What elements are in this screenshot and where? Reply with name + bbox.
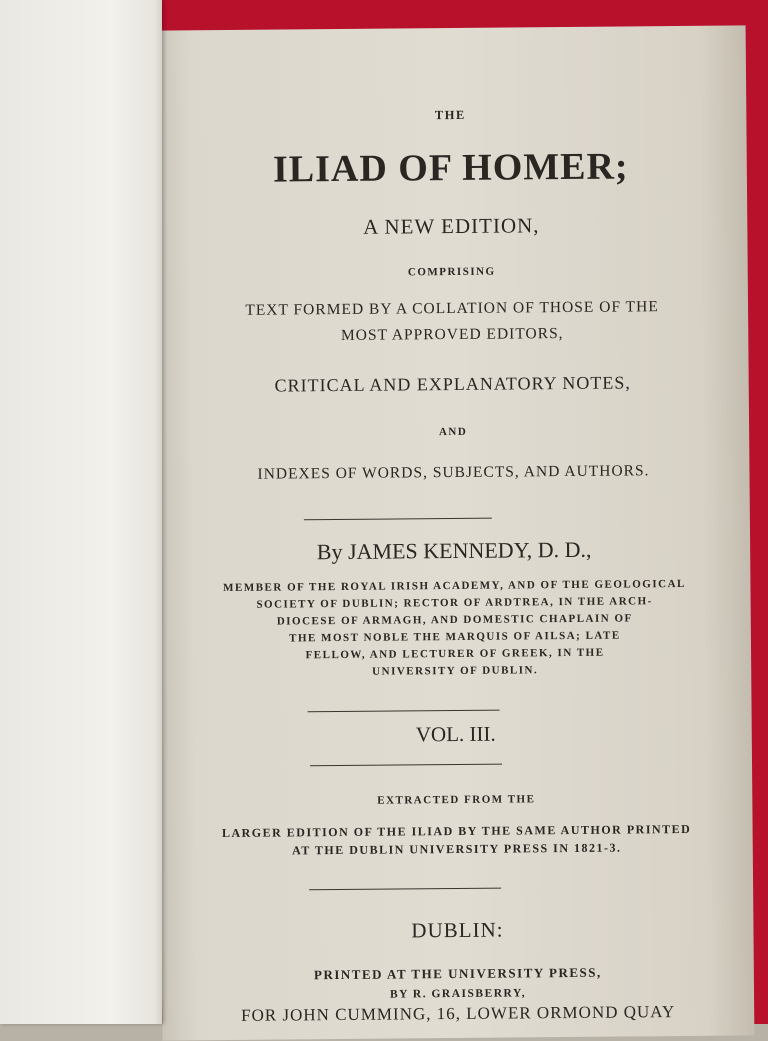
place-of-publication: DUBLIN: [411,917,504,943]
contents-item-3: INDEXES OF WORDS, SUBJECTS, AND AUTHORS. [257,462,650,483]
divider-rule [310,764,502,767]
contents-item-1-line-2: MOST APPROVED EDITORS, [340,325,564,344]
contents-item-2: CRITICAL AND EXPLANATORY NOTES, [274,372,631,396]
book-title: ILIAD OF HOMER; [272,145,629,191]
printed-line: PRINTED AT THE UNIVERSITY PRESS, [313,964,602,983]
edition-line: A NEW EDITION, [363,213,540,239]
divider-rule [308,710,500,713]
the-label: THE [434,107,466,123]
credentials-line: FELLOW, AND LECTURER OF GREEK, IN THE [305,646,605,662]
larger-edition-line-1: LARGER EDITION OF THE ILIAD BY THE SAME AUTHOR PRINTED [221,821,692,841]
title-page [154,25,755,1040]
extracted-label: EXTRACTED FROM THE [377,793,536,807]
divider-rule [304,518,492,521]
credentials-line: DIOCESE OF ARMAGH, AND DOMESTIC CHAPLAIN OF [276,612,633,628]
credentials-line: UNIVERSITY OF DUBLIN. [372,664,539,678]
divider-rule [309,888,501,891]
and-label: AND [438,425,468,439]
larger-edition-line-2: AT THE DUBLIN UNIVERSITY PRESS IN 1821-3. [291,840,622,858]
printer-line: BY R. GRAISBERRY, [389,987,527,1001]
credentials-line: SOCIETY OF DUBLIN; RECTOR OF ARDTREA, IN THE ARCH- [256,595,653,611]
contents-item-1-line-1: TEXT FORMED BY A COLLATION OF THOSE OF THE [245,298,659,319]
comprising-label: COMPRISING [407,265,496,279]
facing-page [0,0,162,1024]
publisher-line: FOR JOHN CUMMING, 16, LOWER ORMOND QUAY [241,1002,676,1025]
author-line: By JAMES KENNEDY, D. D., [316,536,592,565]
volume-label: VOL. III. [415,721,496,747]
credentials-line: MEMBER OF THE ROYAL IRISH ACADEMY, AND OF THE GEOLOGICAL [223,577,686,595]
credentials-line: THE MOST NOBLE THE MARQUIS OF AILSA; LATE [289,629,621,645]
